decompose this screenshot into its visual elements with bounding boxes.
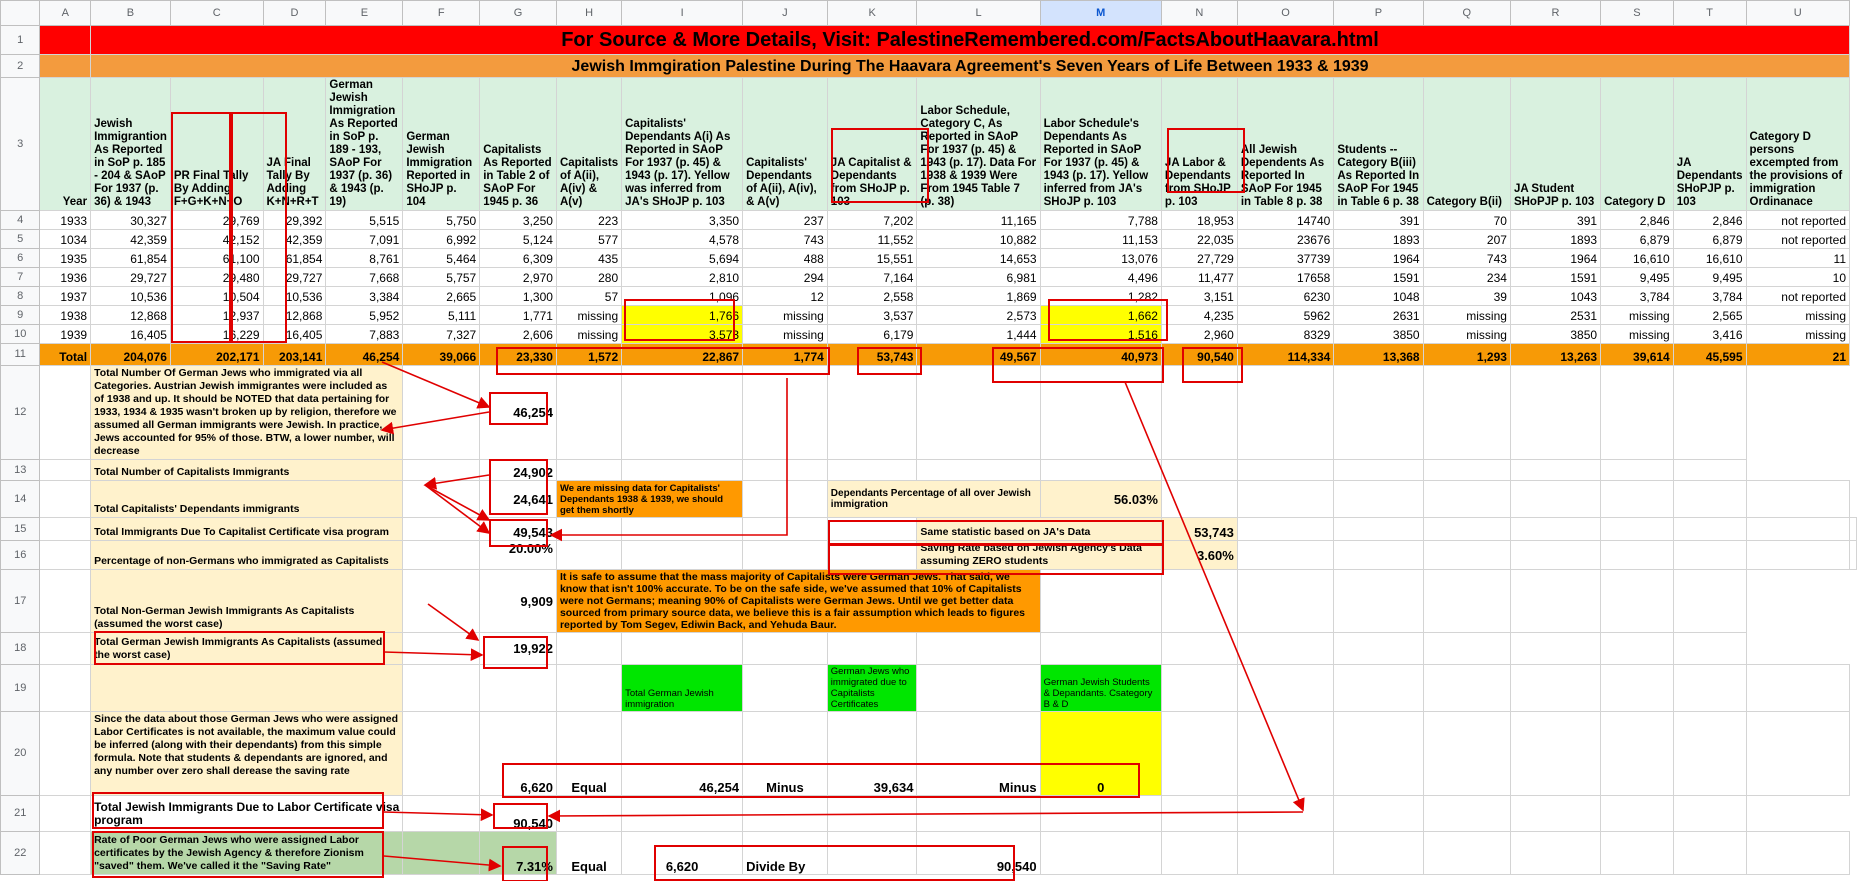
- data-cell[interactable]: 3,350: [622, 211, 743, 230]
- data-cell[interactable]: 39: [1423, 287, 1510, 306]
- note-labor-formula[interactable]: Since the data about those German Jews who were assigned Labor Certificates is not available, the maximum value could be inferred (along with their dependants) from this simple formula. Note that students & dependants are ignored, and any number over zero shall derease the saving rate: [91, 712, 403, 796]
- header-cell[interactable]: Capitalists' Dependants of A(ii), A(iv), & A(v): [743, 78, 828, 211]
- data-cell[interactable]: 1937: [40, 287, 91, 306]
- data-cell[interactable]: 3850: [1510, 325, 1600, 344]
- col-header-k[interactable]: K: [827, 1, 917, 26]
- row-header-5[interactable]: 5: [1, 230, 40, 249]
- header-cell[interactable]: Jewish Immigrantion As Reported in SoP p. 185 - 204 & SAoP For 1937 (p. 36) & 1943: [91, 78, 171, 211]
- row-header-19[interactable]: 19: [1, 665, 40, 712]
- data-cell[interactable]: 11,552: [827, 230, 917, 249]
- col-header-m[interactable]: M: [1040, 1, 1161, 26]
- data-cell[interactable]: 6,309: [480, 249, 557, 268]
- label-german-students-dependants[interactable]: German Jewish Students & Depandants. Csategory B & D: [1040, 665, 1161, 712]
- label-divide-by[interactable]: Divide By: [743, 832, 828, 875]
- data-cell[interactable]: 13,076: [1040, 249, 1161, 268]
- header-cell[interactable]: Capitalists of A(ii), A(iv) & A(v): [556, 78, 621, 211]
- data-cell[interactable]: 14740: [1237, 211, 1333, 230]
- data-cell[interactable]: 5,750: [403, 211, 480, 230]
- value-formula-students[interactable]: 0: [1040, 712, 1161, 796]
- total-cell[interactable]: 53,743: [827, 344, 917, 366]
- total-label[interactable]: Total: [40, 344, 91, 366]
- data-cell[interactable]: 3,537: [827, 306, 917, 325]
- data-cell[interactable]: 1048: [1334, 287, 1423, 306]
- value-saving-rate[interactable]: 7.31%: [480, 832, 557, 875]
- col-header-c[interactable]: C: [170, 1, 263, 26]
- col-header-t[interactable]: T: [1673, 1, 1746, 26]
- data-cell[interactable]: 7,091: [326, 230, 403, 249]
- data-cell[interactable]: 5,952: [326, 306, 403, 325]
- data-cell[interactable]: 1936: [40, 268, 91, 287]
- header-cell[interactable]: Labor Schedule, Category C, As Reported in SAoP For 1937 (p. 45) & 1943 (p. 17). Data For 1938 & 1939 Were From 1945 Table 7 (p. 38): [917, 78, 1040, 211]
- data-cell[interactable]: 294: [743, 268, 828, 287]
- total-cell[interactable]: 202,171: [170, 344, 263, 366]
- header-cell[interactable]: Students -- Category B(iii) As Reported In SAoP For 1945 in Table 6 p. 38: [1334, 78, 1423, 211]
- value-labor-max[interactable]: 6,620: [480, 712, 557, 796]
- total-cell[interactable]: 204,076: [91, 344, 171, 366]
- data-cell[interactable]: 42,152: [170, 230, 263, 249]
- data-cell[interactable]: 6,992: [403, 230, 480, 249]
- data-cell[interactable]: 12: [743, 287, 828, 306]
- col-header-s[interactable]: S: [1601, 1, 1674, 26]
- data-cell[interactable]: 1,771: [480, 306, 557, 325]
- data-cell[interactable]: 10,882: [917, 230, 1040, 249]
- data-cell[interactable]: 61,854: [91, 249, 171, 268]
- value-same-statistic[interactable]: 53,743: [1161, 518, 1237, 541]
- data-cell[interactable]: 391: [1510, 211, 1600, 230]
- note-labor-visa[interactable]: Total Jewish Immigrants Due to Labor Certificate visa program: [91, 796, 403, 832]
- header-cell[interactable]: Category D: [1601, 78, 1674, 211]
- data-cell[interactable]: 10,536: [91, 287, 171, 306]
- data-cell[interactable]: 2,573: [917, 306, 1040, 325]
- label-minus[interactable]: Minus: [917, 712, 1040, 796]
- data-cell[interactable]: 6230: [1237, 287, 1333, 306]
- data-cell[interactable]: 29,769: [170, 211, 263, 230]
- col-header-r[interactable]: R: [1510, 1, 1600, 26]
- data-cell[interactable]: 2,960: [1161, 325, 1237, 344]
- data-cell[interactable]: 16,229: [170, 325, 263, 344]
- data-cell[interactable]: 7,202: [827, 211, 917, 230]
- data-cell[interactable]: 3,384: [326, 287, 403, 306]
- data-cell[interactable]: 5,515: [326, 211, 403, 230]
- data-cell[interactable]: 2,810: [622, 268, 743, 287]
- data-cell[interactable]: 1,300: [480, 287, 557, 306]
- header-cell[interactable]: German Jewish Immigration Reported in SHoJP p. 104: [403, 78, 480, 211]
- data-cell[interactable]: 12,868: [263, 306, 326, 325]
- total-cell[interactable]: 40,973: [1040, 344, 1161, 366]
- data-cell[interactable]: not reported: [1746, 230, 1849, 249]
- col-header-o[interactable]: O: [1237, 1, 1333, 26]
- total-cell[interactable]: 90,540: [1161, 344, 1237, 366]
- data-cell[interactable]: missing: [1601, 306, 1674, 325]
- data-cell[interactable]: 1034: [40, 230, 91, 249]
- data-cell[interactable]: 70: [1423, 211, 1510, 230]
- col-header-f[interactable]: F: [403, 1, 480, 26]
- value-labor-visa[interactable]: 90,540: [480, 796, 557, 832]
- col-header-l[interactable]: L: [917, 1, 1040, 26]
- header-cell[interactable]: Capitalists As Reported in Table 2 of SAoP For 1945 p. 36: [480, 78, 557, 211]
- data-cell[interactable]: 3,151: [1161, 287, 1237, 306]
- total-cell[interactable]: 23,330: [480, 344, 557, 366]
- data-cell[interactable]: 5,464: [403, 249, 480, 268]
- data-cell[interactable]: 5,111: [403, 306, 480, 325]
- col-header-h[interactable]: H: [556, 1, 621, 26]
- label-equal[interactable]: Equal: [556, 712, 621, 796]
- row-header-7[interactable]: 7: [1, 268, 40, 287]
- data-cell[interactable]: 3850: [1334, 325, 1423, 344]
- data-cell[interactable]: 2,846: [1601, 211, 1674, 230]
- data-cell[interactable]: 7,164: [827, 268, 917, 287]
- col-header-d[interactable]: D: [263, 1, 326, 26]
- total-cell[interactable]: 114,334: [1237, 344, 1333, 366]
- row-header-20[interactable]: 20: [1, 712, 40, 796]
- total-cell[interactable]: 49,567: [917, 344, 1040, 366]
- banner-title[interactable]: For Source & More Details, Visit: PalestineRemembered.com/FactsAboutHaavara.html: [91, 26, 1850, 55]
- data-cell[interactable]: 7,788: [1040, 211, 1161, 230]
- data-cell[interactable]: 23676: [1237, 230, 1333, 249]
- label-saving-rate-ja[interactable]: Saving Rate based on Jewish Agency's Data assuming ZERO students: [917, 541, 1162, 570]
- header-cell[interactable]: Category B(ii): [1423, 78, 1510, 211]
- label-german-capitalists-cert[interactable]: German Jews who immigrated due to Capitalists Certificates: [827, 665, 917, 712]
- data-cell[interactable]: 237: [743, 211, 828, 230]
- label-minus[interactable]: Minus: [743, 712, 828, 796]
- data-cell[interactable]: 743: [1423, 249, 1510, 268]
- row-header-13[interactable]: 13: [1, 460, 40, 481]
- row-header-12[interactable]: 12: [1, 366, 40, 460]
- value-saving-denominator[interactable]: 90,540: [917, 832, 1040, 875]
- data-cell[interactable]: 29,727: [263, 268, 326, 287]
- data-cell[interactable]: missing: [1423, 306, 1510, 325]
- data-cell[interactable]: 9,495: [1673, 268, 1746, 287]
- data-cell[interactable]: 4,235: [1161, 306, 1237, 325]
- data-cell[interactable]: 1935: [40, 249, 91, 268]
- col-header-g[interactable]: G: [480, 1, 557, 26]
- data-cell[interactable]: 42,359: [91, 230, 171, 249]
- total-cell[interactable]: 46,254: [326, 344, 403, 366]
- total-cell[interactable]: 39,614: [1601, 344, 1674, 366]
- data-cell[interactable]: 4,578: [622, 230, 743, 249]
- data-cell[interactable]: 15,551: [827, 249, 917, 268]
- data-cell[interactable]: 11,477: [1161, 268, 1237, 287]
- data-cell[interactable]: 5,694: [622, 249, 743, 268]
- data-cell[interactable]: 1,662: [1040, 306, 1161, 325]
- data-cell[interactable]: 6,879: [1673, 230, 1746, 249]
- label-total-german-immigration[interactable]: Total German Jewish immigration: [622, 665, 743, 712]
- note-dependants-total[interactable]: Total Capitalists' Dependants immigrants: [91, 481, 403, 518]
- note-non-german-capitalists[interactable]: Total Non-German Jewish Immigrants As Capitalists (assumed the worst case): [91, 570, 403, 633]
- note-capitalist-visa[interactable]: Total Immigrants Due To Capitalist Certificate visa program: [91, 518, 403, 541]
- data-cell[interactable]: 223: [556, 211, 621, 230]
- data-cell[interactable]: 16,610: [1673, 249, 1746, 268]
- value-saving-rate-ja[interactable]: 3.60%: [1161, 541, 1237, 570]
- total-cell[interactable]: 203,141: [263, 344, 326, 366]
- data-cell[interactable]: 16,405: [263, 325, 326, 344]
- row-header-15[interactable]: 15: [1, 518, 40, 541]
- data-cell[interactable]: 1,869: [917, 287, 1040, 306]
- data-cell[interactable]: 30,327: [91, 211, 171, 230]
- data-cell[interactable]: 1,096: [622, 287, 743, 306]
- data-cell[interactable]: 9,495: [1601, 268, 1674, 287]
- data-cell[interactable]: 10,536: [263, 287, 326, 306]
- data-cell[interactable]: 6,981: [917, 268, 1040, 287]
- note-capitalists-total[interactable]: Total Number of Capitalists Immigrants: [91, 460, 403, 481]
- value-german-total[interactable]: 46,254: [480, 366, 557, 460]
- data-cell[interactable]: 2531: [1510, 306, 1600, 325]
- data-cell[interactable]: 3,784: [1673, 287, 1746, 306]
- note-capitalists-assumption[interactable]: It is safe to assume that the mass majority of Capitalists were German Jews. That said, we know that isn't 100% accurate. To be on the safe side, we've assumed that 10% of Capitalists were not Germans; meaning 90% of Capitalists were German Jews. Until we get better data sourced from primary source data, we believe this is a fair assumption which leads to figures reported by Tom Segev, Ediwin Back, and Yehuda Baur.: [556, 570, 1040, 633]
- data-cell[interactable]: 18,953: [1161, 211, 1237, 230]
- data-cell[interactable]: 7,327: [403, 325, 480, 344]
- data-cell[interactable]: 17658: [1237, 268, 1333, 287]
- data-cell[interactable]: 1,766: [622, 306, 743, 325]
- data-cell[interactable]: 29,392: [263, 211, 326, 230]
- data-cell[interactable]: not reported: [1746, 211, 1849, 230]
- total-cell[interactable]: 13,263: [1510, 344, 1600, 366]
- data-cell[interactable]: 1893: [1334, 230, 1423, 249]
- header-cell[interactable]: JA Student SHoPJP p. 103: [1510, 78, 1600, 211]
- total-cell[interactable]: 21: [1746, 344, 1849, 366]
- header-cell[interactable]: Capitalists' Dependants A(i) As Reported in SAoP For 1937 (p. 45) & 1943 (p. 17). Yellow was inferred from JA's SHoJP p. 103: [622, 78, 743, 211]
- data-cell[interactable]: 14,653: [917, 249, 1040, 268]
- data-cell[interactable]: 2,846: [1673, 211, 1746, 230]
- data-cell[interactable]: 61,100: [170, 249, 263, 268]
- data-cell[interactable]: 2631: [1334, 306, 1423, 325]
- data-cell[interactable]: 1939: [40, 325, 91, 344]
- data-cell[interactable]: missing: [556, 306, 621, 325]
- col-header-u[interactable]: U: [1746, 1, 1849, 26]
- data-cell[interactable]: missing: [743, 325, 828, 344]
- row-header-8[interactable]: 8: [1, 287, 40, 306]
- data-cell[interactable]: 7,883: [326, 325, 403, 344]
- data-cell[interactable]: missing: [1746, 306, 1849, 325]
- data-cell[interactable]: 2,565: [1673, 306, 1746, 325]
- col-header-e[interactable]: E: [326, 1, 403, 26]
- data-cell[interactable]: 1591: [1334, 268, 1423, 287]
- label-equal[interactable]: Equal: [556, 832, 621, 875]
- value-saving-numerator[interactable]: 6,620: [622, 832, 743, 875]
- row-header-4[interactable]: 4: [1, 211, 40, 230]
- label-same-statistic[interactable]: Same statistic based on JA's Data: [917, 518, 1162, 541]
- data-cell[interactable]: 435: [556, 249, 621, 268]
- data-cell[interactable]: 37739: [1237, 249, 1333, 268]
- data-cell[interactable]: 10: [1746, 268, 1849, 287]
- data-cell[interactable]: 6,179: [827, 325, 917, 344]
- data-cell[interactable]: 12,868: [91, 306, 171, 325]
- data-cell[interactable]: 3,573: [622, 325, 743, 344]
- data-cell[interactable]: 1933: [40, 211, 91, 230]
- data-cell[interactable]: 16,405: [91, 325, 171, 344]
- total-cell[interactable]: 1,293: [1423, 344, 1510, 366]
- data-cell[interactable]: missing: [556, 325, 621, 344]
- header-cell[interactable]: All Jewish Dependents As Reported In SAoP For 1945 in Table 8 p. 38: [1237, 78, 1333, 211]
- data-cell[interactable]: 6,879: [1601, 230, 1674, 249]
- row-header-2[interactable]: 2: [1, 55, 40, 78]
- data-cell[interactable]: 1938: [40, 306, 91, 325]
- row-header-14[interactable]: 14: [1, 481, 40, 518]
- value-dependants-total[interactable]: 24,641: [480, 481, 557, 518]
- col-header-a[interactable]: A: [40, 1, 91, 26]
- data-cell[interactable]: 2,606: [480, 325, 557, 344]
- total-cell[interactable]: 39,066: [403, 344, 480, 366]
- data-cell[interactable]: 12,937: [170, 306, 263, 325]
- header-cell[interactable]: Year: [40, 78, 91, 211]
- data-cell[interactable]: 42,359: [263, 230, 326, 249]
- data-cell[interactable]: 1964: [1510, 249, 1600, 268]
- header-cell[interactable]: JA Dependants SHoPJP p. 103: [1673, 78, 1746, 211]
- col-header-j[interactable]: J: [743, 1, 828, 26]
- data-cell[interactable]: 11: [1746, 249, 1849, 268]
- data-cell[interactable]: 488: [743, 249, 828, 268]
- value-formula-capitalists[interactable]: 39,634: [827, 712, 917, 796]
- header-cell[interactable]: PR Final Tally By Adding F+G+K+N+O: [170, 78, 263, 211]
- total-cell[interactable]: 22,867: [622, 344, 743, 366]
- total-cell[interactable]: 13,368: [1334, 344, 1423, 366]
- data-cell[interactable]: 280: [556, 268, 621, 287]
- total-cell[interactable]: 1,774: [743, 344, 828, 366]
- data-cell[interactable]: 234: [1423, 268, 1510, 287]
- data-cell[interactable]: 3,784: [1601, 287, 1674, 306]
- data-cell[interactable]: 207: [1423, 230, 1510, 249]
- note-german-capitalists[interactable]: Total German Jewish Immigrants As Capitalists (assumed the worst case): [91, 633, 403, 665]
- banner-subtitle[interactable]: Jewish Immgiration Palestine During The Haavara Agreement's Seven Years of Life Between 1933 & 1939: [91, 55, 1850, 78]
- col-header-b[interactable]: B: [91, 1, 171, 26]
- data-cell[interactable]: missing: [1746, 325, 1849, 344]
- note-german-total[interactable]: Total Number Of German Jews who immigrated via all Categories. Austrian Jewish immigrantes were included as of 1938 and up. It should be NOTED that data pertaining for 1933, 1934 & 1935 wasn't broken up by religion, therefore we assumed all German immigrants were Jewish. In practice, Jews accounted for 95% of those. BTW, a lower number, will decrease: [91, 366, 403, 460]
- row-header-10[interactable]: 10: [1, 325, 40, 344]
- value-non-german-pct[interactable]: 20.00%: [480, 541, 557, 570]
- value-non-german-capitalists[interactable]: 9,909: [480, 570, 557, 633]
- data-cell[interactable]: 10,504: [170, 287, 263, 306]
- row-header-21[interactable]: 21: [1, 796, 40, 832]
- data-cell[interactable]: 2,558: [827, 287, 917, 306]
- data-cell[interactable]: 3,250: [480, 211, 557, 230]
- data-cell[interactable]: 5962: [1237, 306, 1333, 325]
- data-cell[interactable]: 29,480: [170, 268, 263, 287]
- note-non-german-pct[interactable]: Percentage of non-Germans who immigrated as Capitalists: [91, 541, 403, 570]
- data-cell[interactable]: 16,610: [1601, 249, 1674, 268]
- row-header-11[interactable]: 11: [1, 344, 40, 366]
- data-cell[interactable]: 57: [556, 287, 621, 306]
- row-header-16[interactable]: 16: [1, 541, 40, 570]
- data-cell[interactable]: 5,124: [480, 230, 557, 249]
- header-cell[interactable]: Labor Schedule's Dependants As Reported in SAoP For 1937 (p. 45) & 1943 (p. 17). Yellow inferred from JA's SHoJP p. 103: [1040, 78, 1161, 211]
- data-cell[interactable]: 1043: [1510, 287, 1600, 306]
- data-cell[interactable]: 5,757: [403, 268, 480, 287]
- data-cell[interactable]: 1964: [1334, 249, 1423, 268]
- data-cell[interactable]: 1,282: [1040, 287, 1161, 306]
- data-cell[interactable]: 29,727: [91, 268, 171, 287]
- data-cell[interactable]: missing: [743, 306, 828, 325]
- col-header-q[interactable]: Q: [1423, 1, 1510, 26]
- header-cell[interactable]: Category D persons excempted from the provisions of immigration Ordinanace: [1746, 78, 1849, 211]
- data-cell[interactable]: 27,729: [1161, 249, 1237, 268]
- row-header-1[interactable]: 1: [1, 26, 40, 55]
- data-cell[interactable]: 1591: [1510, 268, 1600, 287]
- row-header-22[interactable]: 22: [1, 832, 40, 875]
- data-cell[interactable]: 22,035: [1161, 230, 1237, 249]
- header-cell[interactable]: JA Final Tally By Adding K+N+R+T: [263, 78, 326, 211]
- data-cell[interactable]: 1,516: [1040, 325, 1161, 344]
- row-header-17[interactable]: 17: [1, 570, 40, 633]
- value-formula-total[interactable]: 46,254: [622, 712, 743, 796]
- data-cell[interactable]: 7,668: [326, 268, 403, 287]
- note-saving-rate[interactable]: Rate of Poor German Jews who were assigned Labor certificates by the Jewish Agency & therefore Zionism "saved" them. We've called it the "Saving Rate": [91, 832, 403, 875]
- header-cell[interactable]: JA Labor & Dependants from SHoJP p. 103: [1161, 78, 1237, 211]
- data-cell[interactable]: 11,153: [1040, 230, 1161, 249]
- corner-cell[interactable]: [1, 1, 40, 26]
- header-cell[interactable]: German Jewish Immigration As Reported in SoP p. 189 - 193, SAoP For 1937 (p. 36) & 1943 (p. 19): [326, 78, 403, 211]
- label-dependants-percentage[interactable]: Dependants Percentage of all over Jewish immigration: [827, 481, 1040, 518]
- data-cell[interactable]: 8,761: [326, 249, 403, 268]
- header-cell[interactable]: JA Capitalist & Dependants from SHoJP p. 103: [827, 78, 917, 211]
- col-header-i[interactable]: I: [622, 1, 743, 26]
- data-cell[interactable]: 577: [556, 230, 621, 249]
- data-cell[interactable]: 1893: [1510, 230, 1600, 249]
- row-header-18[interactable]: 18: [1, 633, 40, 665]
- data-cell[interactable]: 743: [743, 230, 828, 249]
- total-cell[interactable]: 45,595: [1673, 344, 1746, 366]
- data-cell[interactable]: missing: [1601, 325, 1674, 344]
- total-cell[interactable]: 1,572: [556, 344, 621, 366]
- data-cell[interactable]: 3,416: [1673, 325, 1746, 344]
- data-cell[interactable]: missing: [1423, 325, 1510, 344]
- col-header-n[interactable]: N: [1161, 1, 1237, 26]
- row-header-6[interactable]: 6: [1, 249, 40, 268]
- row-header-3[interactable]: 3: [1, 78, 40, 211]
- note-missing-data[interactable]: We are missing data for Capitalists' Dependants 1938 & 1939, we should get them shortly: [556, 481, 742, 518]
- value-capitalists-total[interactable]: 24,902: [480, 460, 557, 481]
- data-cell[interactable]: 391: [1334, 211, 1423, 230]
- data-cell[interactable]: 4,496: [1040, 268, 1161, 287]
- data-cell[interactable]: 2,970: [480, 268, 557, 287]
- data-cell[interactable]: 61,854: [263, 249, 326, 268]
- data-cell[interactable]: 11,165: [917, 211, 1040, 230]
- value-capitalist-visa[interactable]: 49,543: [480, 518, 557, 541]
- data-cell[interactable]: not reported: [1746, 287, 1849, 306]
- data-cell[interactable]: 1,444: [917, 325, 1040, 344]
- data-cell[interactable]: 2,665: [403, 287, 480, 306]
- col-header-p[interactable]: P: [1334, 1, 1423, 26]
- data-cell[interactable]: 8329: [1237, 325, 1333, 344]
- value-dependants-percentage[interactable]: 56.03%: [1040, 481, 1161, 518]
- value-german-capitalists[interactable]: 19,922: [480, 633, 557, 665]
- row-header-9[interactable]: 9: [1, 306, 40, 325]
